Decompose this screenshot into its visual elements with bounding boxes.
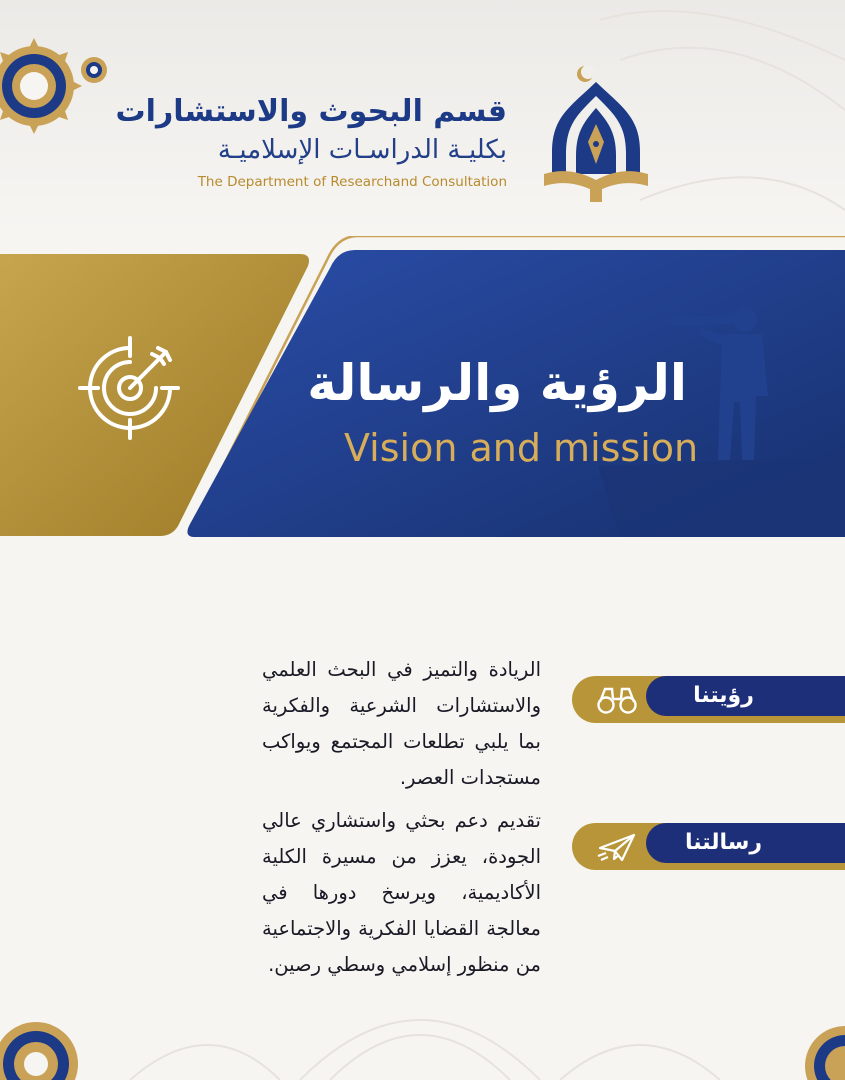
banner-title-en: Vision and mission bbox=[344, 426, 699, 470]
mission-tab bbox=[572, 823, 845, 870]
department-title-en: The Department of Researchand Consultation bbox=[197, 174, 507, 190]
vision-tab bbox=[572, 676, 845, 723]
paper-plane-icon bbox=[596, 832, 638, 862]
star-rosette-icon bbox=[81, 57, 107, 83]
binoculars-icon bbox=[596, 685, 638, 715]
crescent-icon bbox=[577, 65, 595, 82]
mission-label: رسالتنا bbox=[684, 830, 763, 855]
star-rosette-icon bbox=[805, 1026, 845, 1080]
department-title-ar: قسم البحوث والاستشارات bbox=[115, 94, 507, 129]
banner-title-ar: الرؤية والرسالة bbox=[307, 354, 687, 412]
college-subtitle-ar: بكليـة الدراسـات الإسلاميـة bbox=[217, 135, 507, 165]
vision-label: رؤيتنا bbox=[693, 683, 754, 708]
mission-text: تقديم دعم بحثي واستشاري عالي الجودة، يعزز من مسيرة الكلية الأكاديمية، ويرسخ دورها في معالجة القضايا الفكرية والاجتماعية من منظور إسلامي وسطي رصين. bbox=[262, 809, 541, 976]
department-logo bbox=[540, 62, 652, 204]
vision-text: الريادة والتميز في البحث العلمي والاستشارات الشرعية والفكرية بما يلبي تطلعات المجتمع ويواكب مستجدات العصر. bbox=[262, 658, 541, 789]
star-rosette-icon bbox=[0, 1022, 78, 1080]
target-arrow-icon bbox=[78, 336, 182, 440]
header bbox=[115, 92, 507, 190]
